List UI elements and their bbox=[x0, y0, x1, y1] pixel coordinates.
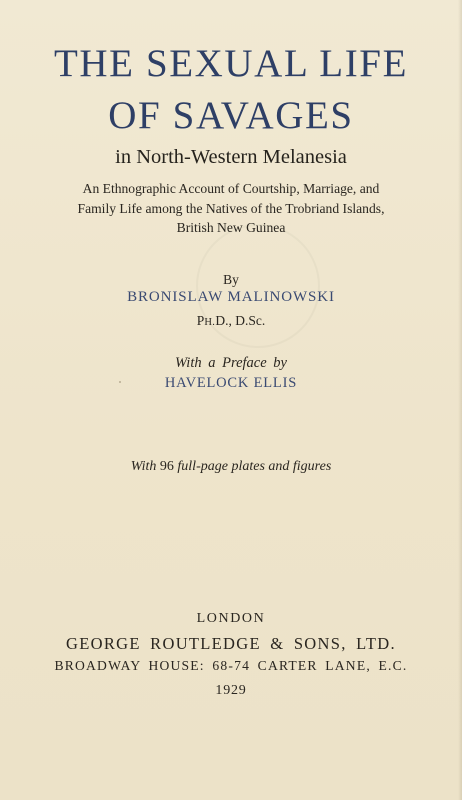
plates-number: 96 bbox=[159, 459, 174, 474]
degree-small-caps: H. bbox=[204, 317, 216, 328]
preface-author: HAVELOCK ELLIS bbox=[164, 375, 298, 391]
description-line-3: British New Guinea bbox=[176, 220, 286, 235]
plates-prefix: With bbox=[130, 459, 160, 474]
imprint-city: LONDON bbox=[196, 611, 266, 626]
book-title-line-1: THE SEXUAL LIFE bbox=[53, 42, 408, 85]
author-degrees bbox=[0, 313, 462, 329]
degree-initial: P bbox=[196, 313, 205, 328]
plates-note bbox=[0, 459, 462, 475]
description-line-2: Family Life among the Natives of the Trobriand Islands, bbox=[77, 201, 385, 216]
preface-line: With a Preface by bbox=[175, 355, 287, 371]
byline: By bbox=[223, 272, 239, 287]
imprint-address: BROADWAY HOUSE: 68-74 CARTER LANE, E.C. bbox=[54, 658, 408, 673]
plates-suffix: full-page plates and figures bbox=[173, 459, 332, 474]
description-line-1: An Ethnographic Account of Courtship, Marriage, and bbox=[82, 181, 380, 196]
imprint-year: 1929 bbox=[215, 683, 247, 698]
book-subtitle: in North-Western Melanesia bbox=[115, 146, 347, 168]
author-name: BRONISLAW MALINOWSKI bbox=[127, 289, 335, 305]
imprint-publisher: GEORGE ROUTLEDGE & SONS, LTD. bbox=[66, 634, 396, 653]
book-title-line-2: OF SAVAGES bbox=[108, 94, 354, 137]
degree-rest: D., D.Sc. bbox=[215, 313, 266, 328]
